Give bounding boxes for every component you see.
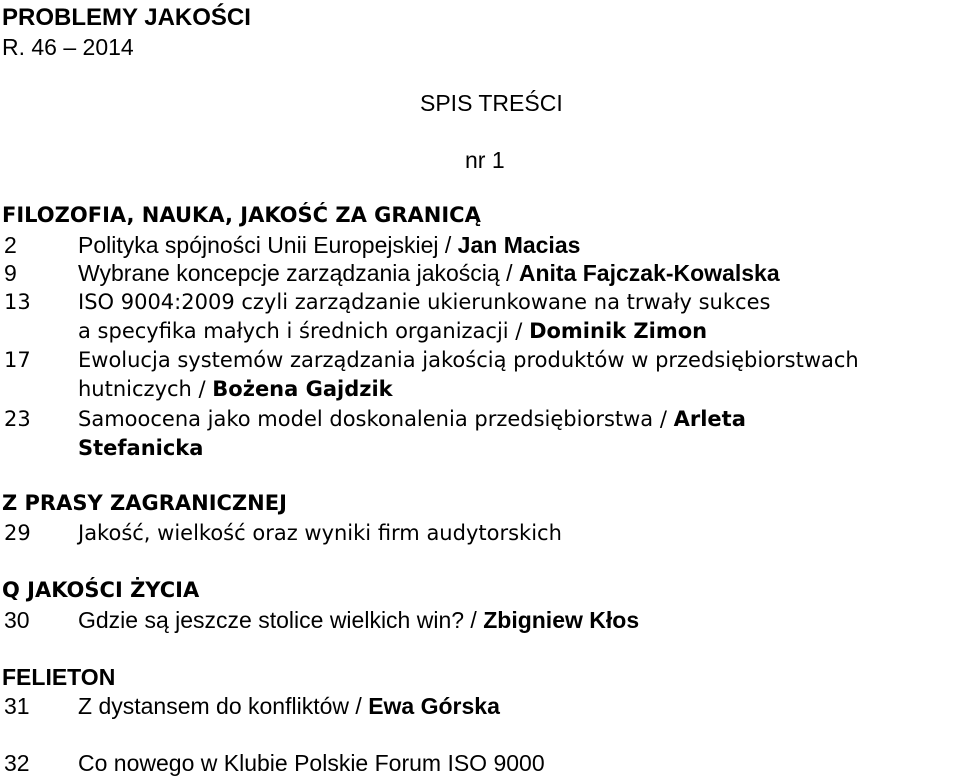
entry-title-line1: ISO 9004:2009 czyli zarządzanie ukierunkowane na trwały sukces	[78, 290, 771, 314]
entry-author: Ewa Górska	[368, 693, 500, 719]
entry-title-line1	[78, 409, 746, 430]
entry-title	[78, 609, 639, 632]
entry-text: hutniczych /	[78, 377, 213, 401]
entry-text: Samoocena jako model doskonalenia przedsiębiorstwa /	[78, 407, 674, 431]
entry-author-line2: Stefanicka	[78, 436, 204, 460]
entry-text: Wybrane koncepcje zarządzania jakością /	[78, 260, 519, 286]
entry-title	[78, 262, 780, 285]
page-number: 29	[4, 521, 31, 545]
entry-text: Polityka spójności Unii Europejskiej /	[78, 232, 458, 258]
toc-heading: SPIS TREŚCI	[420, 90, 563, 116]
entry-author: Anita Fajczak-Kowalska	[518, 260, 780, 286]
entry-title-line2	[78, 321, 707, 342]
page-number: 9	[4, 260, 17, 286]
section-title: Z PRASY ZAGRANICZNEJ	[2, 491, 287, 515]
entry-author: Arleta	[673, 407, 746, 431]
entry-title: Co nowego w Klubie Polskie Forum ISO 9000	[78, 750, 545, 776]
entry-title-line2	[78, 379, 393, 400]
page-number: 2	[4, 232, 17, 258]
entry-title-line1: Ewolucja systemów zarządzania jakością produktów w przedsiębiorstwach	[78, 348, 859, 372]
entry-title	[78, 695, 500, 718]
entry-title: Jakość, wielkość oraz wyniki firm audytorskich	[78, 521, 562, 545]
entry-text: Gdzie są jeszcze stolice wielkich win? /	[78, 607, 484, 633]
entry-title	[78, 234, 580, 257]
entry-author: Bożena Gajdzik	[212, 377, 393, 401]
section-title: FILOZOFIA, NAUKA, JAKOŚĆ ZA GRANICĄ	[2, 203, 481, 227]
issue-number: nr 1	[465, 147, 505, 173]
page-number: 17	[4, 348, 31, 372]
section-title: Q JAKOŚCI ŻYCIA	[2, 578, 200, 602]
page-number: 30	[4, 607, 30, 633]
page-number: 23	[4, 407, 31, 431]
journal-title: PROBLEMY JAKOŚCI	[2, 4, 251, 31]
section-title: FELIETON	[2, 664, 116, 690]
entry-text: Z dystansem do konfliktów /	[78, 693, 369, 719]
page-number: 32	[4, 750, 30, 776]
entry-author: Dominik Zimon	[529, 319, 708, 343]
entry-author: Zbigniew Kłos	[483, 607, 640, 633]
page-number: 13	[4, 290, 31, 314]
issue-info: R. 46 – 2014	[2, 34, 134, 60]
page-number: 31	[4, 693, 30, 719]
entry-text: a specyfika małych i średnich organizacji /	[78, 319, 530, 343]
entry-author: Jan Macias	[457, 232, 581, 258]
